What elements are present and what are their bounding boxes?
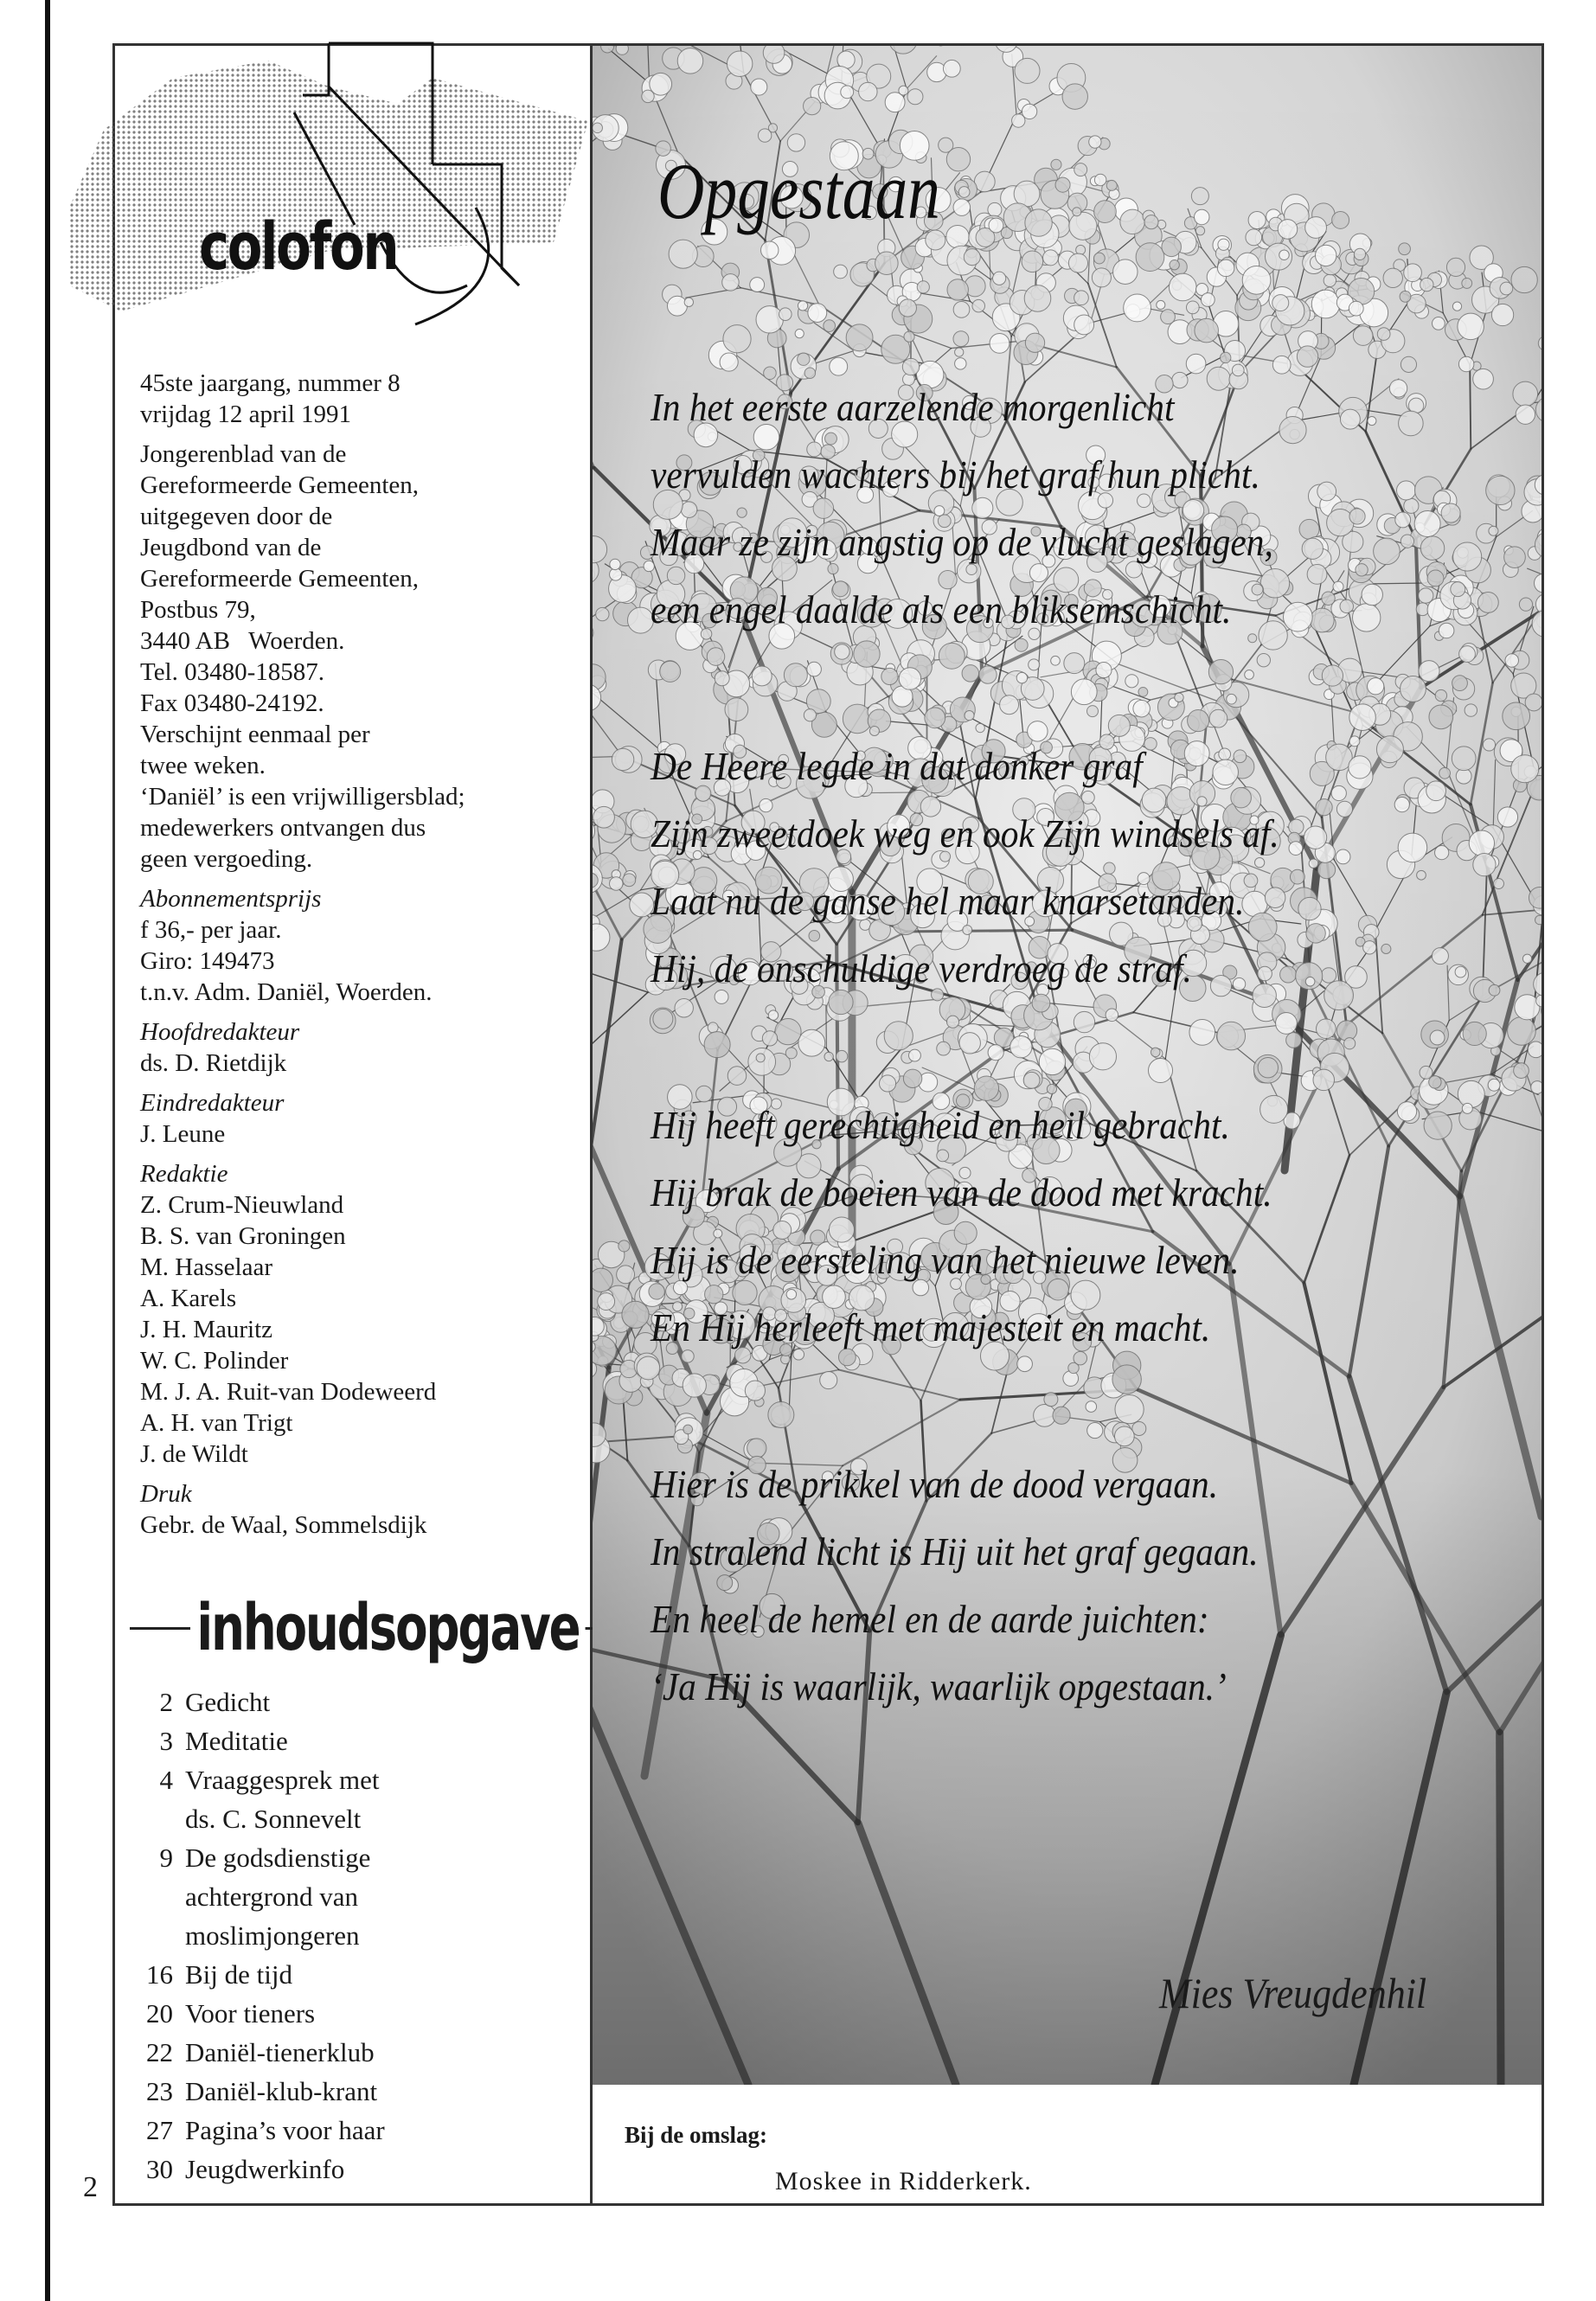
publisher-line: Tel. 03480-18587.	[140, 658, 325, 686]
toc-item[interactable]	[130, 1760, 580, 1838]
publisher-line: geen vergoeding.	[140, 845, 313, 873]
toc-item[interactable]	[130, 1955, 580, 1994]
publisher-line: medewerkers ontvangen dus	[140, 814, 426, 842]
poem-line: En heel de hemel en de aarde juichten:	[651, 1597, 1209, 1641]
toc-item[interactable]	[130, 1721, 580, 1760]
editor-name: M. Hasselaar	[140, 1253, 273, 1281]
poem-line: In stralend licht is Hij uit het graf gegaan.	[651, 1529, 1259, 1574]
publisher-info	[140, 439, 573, 875]
poem-stanza	[651, 733, 1516, 1003]
toc-item[interactable]	[130, 1994, 580, 2033]
contents-title: inhoudsopgave	[190, 1591, 586, 1665]
colofon-section	[140, 368, 573, 1549]
toc-page-number: 9	[159, 1843, 173, 1873]
toc-item-title: Pagina’s voor haar	[185, 2115, 385, 2145]
contents-header	[130, 1591, 593, 1665]
publisher-line: Gereformeerde Gemeenten,	[140, 471, 420, 499]
toc-page-number: 4	[159, 1765, 173, 1795]
chief-editor-name: ds. D. Rietdijk	[140, 1049, 287, 1077]
publisher-line: uitgegeven door de	[140, 503, 333, 530]
publisher-line: 3440 AB Woerden.	[140, 627, 345, 655]
toc-item-title: De godsdienstige	[185, 1843, 371, 1873]
poem-line: Hier is de prikkel van de dood vergaan.	[651, 1462, 1219, 1506]
toc-page-number: 27	[146, 2115, 173, 2145]
publisher-line: Verschijnt eenmaal per	[140, 721, 370, 748]
poem-line: vervulden wachters bij het graf hun plicht.	[651, 452, 1260, 497]
toc-item-title: Vraaggesprek met	[185, 1765, 380, 1795]
toc-item-title: Bij de tijd	[185, 1959, 292, 1990]
issue-date: vrijdag 12 april 1991	[140, 401, 352, 428]
publisher-line: ‘Daniël’ is een vrijwilligersblad;	[140, 783, 465, 811]
subscription-line: f 36,- per jaar.	[140, 916, 282, 944]
printer-label: Druk	[140, 1480, 192, 1508]
final-editor-name: J. Leune	[140, 1120, 226, 1148]
chief-editor-label: Hoofdredakteur	[140, 1018, 300, 1046]
toc-item[interactable]	[130, 1682, 580, 1721]
editor-name: J. H. Mauritz	[140, 1316, 273, 1343]
publisher-line: Postbus 79,	[140, 596, 256, 624]
editor-name: M. J. A. Ruit-van Dodeweerd	[140, 1378, 437, 1406]
chief-editor-info	[140, 1016, 573, 1079]
toc-item-title: Jeugdwerkinfo	[185, 2154, 345, 2184]
editorial-info	[140, 1158, 573, 1470]
toc-item-title: Daniël-klub-krant	[185, 2076, 378, 2106]
final-editor-info	[140, 1087, 573, 1150]
poem-line: ‘Ja Hij is waarlijk, waarlijk opgestaan.’	[651, 1664, 1227, 1708]
subscription-label: Abonnementsprijs	[140, 885, 322, 913]
printer-info	[140, 1478, 573, 1541]
poem-line: Hij, de onschuldige verdroeg de straf.	[651, 946, 1192, 990]
toc-page-number: 30	[146, 2154, 173, 2184]
poem-body	[651, 374, 1516, 1810]
toc-item[interactable]	[130, 1838, 580, 1955]
poem-line: In het eerste aarzelende morgenlicht	[651, 385, 1175, 429]
toc-item-title: achtergrond van	[185, 1881, 358, 1912]
poem-line: Laat nu de ganse hel maar knarsetanden.	[651, 879, 1245, 923]
poem-line: Hij heeft gerechtigheid en heil gebracht.	[651, 1103, 1230, 1147]
toc-item-title: Voor tieners	[185, 1998, 316, 2029]
toc-page-number: 23	[146, 2076, 173, 2106]
editor-name: Z. Crum-Nieuwland	[140, 1191, 344, 1219]
editor-name: A. H. van Trigt	[140, 1409, 293, 1437]
poem-line: De Heere legde in dat donker graf	[651, 744, 1143, 788]
issue-line: 45ste jaargang, nummer 8	[140, 369, 401, 397]
poem-line: een engel daalde als een bliksemschicht.	[651, 587, 1232, 631]
toc-page-number: 3	[159, 1726, 173, 1756]
issue-info	[140, 368, 573, 430]
poem-line: Hij brak de boeien van de dood met kracht.	[651, 1170, 1272, 1215]
toc-page-number: 20	[146, 1998, 173, 2029]
colofon-logo-text: colofon	[199, 208, 398, 285]
page-number: 2	[83, 2171, 98, 2203]
page-spine	[45, 0, 50, 2301]
publisher-line: Gereformeerde Gemeenten,	[140, 565, 420, 593]
poem-line: En Hij herleeft met majesteit en macht.	[651, 1305, 1211, 1349]
toc-item[interactable]	[130, 2150, 580, 2189]
publisher-line: Jeugdbond van de	[140, 534, 322, 561]
poem-stanza	[651, 374, 1516, 644]
toc-page-number: 22	[146, 2037, 173, 2067]
colofon-logo	[69, 26, 597, 389]
publisher-line: twee weken.	[140, 752, 266, 779]
publisher-line: Jongerenblad van de	[140, 440, 347, 468]
printer-name: Gebr. de Waal, Sommelsdijk	[140, 1511, 427, 1539]
editor-name: A. Karels	[140, 1285, 237, 1312]
editorial-label: Redaktie	[140, 1160, 228, 1188]
toc-item[interactable]	[130, 2072, 580, 2111]
toc-item-title: ds. C. Sonnevelt	[185, 1804, 362, 1834]
toc-item[interactable]	[130, 2033, 580, 2072]
subscription-line: Giro: 149473	[140, 947, 275, 975]
cover-caption-text: Moskee in Ridderkerk.	[775, 2167, 1032, 2195]
poem-line: Maar ze zijn angstig op de vlucht geslagen,	[651, 520, 1273, 564]
toc-page-number: 2	[159, 1687, 173, 1717]
toc-item-title: Meditatie	[185, 1726, 288, 1756]
cover-caption-label: Bij de omslag:	[625, 2122, 767, 2148]
toc-page-number: 16	[146, 1959, 173, 1990]
editor-name: W. C. Polinder	[140, 1347, 289, 1375]
toc-item-title: moslimjongeren	[185, 1920, 360, 1951]
final-editor-label: Eindredakteur	[140, 1089, 285, 1117]
subscription-line: t.n.v. Adm. Daniël, Woerden.	[140, 978, 433, 1006]
toc-item[interactable]	[130, 2111, 580, 2150]
editor-name: B. S. van Groningen	[140, 1222, 346, 1250]
toc-item-title: Gedicht	[185, 1687, 271, 1717]
toc-item-title: Daniël-tienerklub	[185, 2037, 375, 2067]
poem-stanza	[651, 1092, 1516, 1362]
poem-line: Zijn zweetdoek weg en ook Zijn windsels af.	[651, 811, 1279, 856]
poem-title: Opgestaan	[657, 147, 940, 235]
editor-name: J. de Wildt	[140, 1440, 248, 1468]
poem-author: Mies Vreugdenhil	[1159, 1969, 1427, 2017]
poem-stanza	[651, 1451, 1516, 1721]
subscription-info	[140, 883, 573, 1008]
poem-line: Hij is de eersteling van het nieuwe leven.	[651, 1238, 1240, 1282]
table-of-contents	[130, 1682, 580, 2189]
publisher-line: Fax 03480-24192.	[140, 689, 324, 717]
